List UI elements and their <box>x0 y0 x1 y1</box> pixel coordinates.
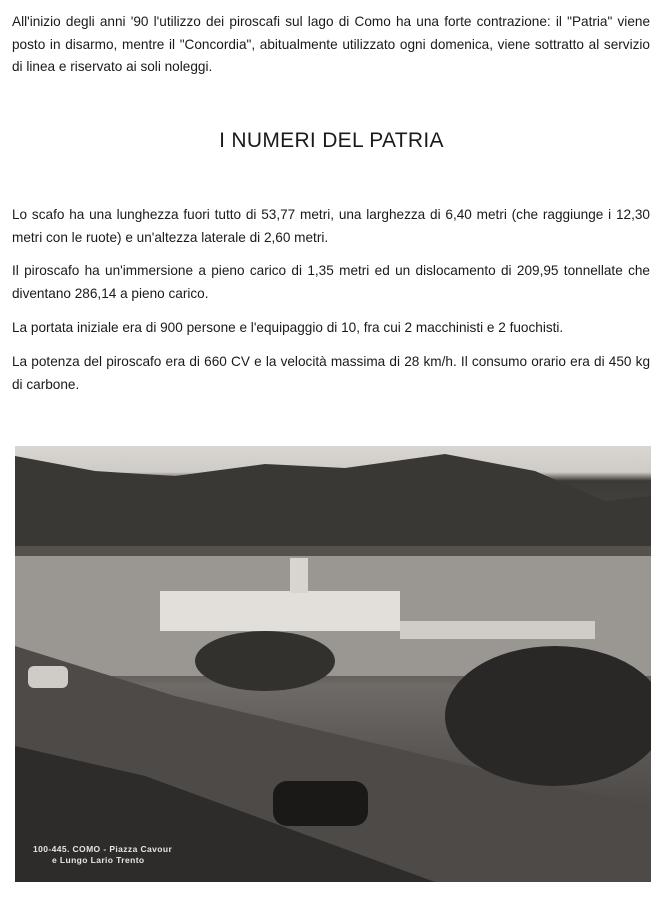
steamboat <box>160 591 400 631</box>
parked-car <box>28 666 68 688</box>
photo-illustration <box>15 446 651 882</box>
section-title: I NUMERI DEL PATRIA <box>219 129 444 152</box>
trees-center <box>195 631 335 691</box>
paragraph-power: La potenza del piroscafo era di 660 CV e la velocità massima di 28 km/h. Il consumo orario era di 450 kg di carbone. <box>12 354 650 392</box>
paragraph-hull: Lo scafo ha una lunghezza fuori tutto di 53,77 metri, una larghezza di 6,40 metri (che raggiunge i 12,30 metri con le ruote) e un'altezza laterale di 2,60 metri. <box>12 207 650 245</box>
shoreline <box>15 546 651 556</box>
steamboat-funnel <box>290 558 308 593</box>
hills <box>15 454 651 556</box>
vintage-car <box>273 781 368 826</box>
caption-line-2: e Lungo Lario Trento <box>52 855 145 865</box>
pier <box>400 621 595 639</box>
photo-caption <box>33 844 172 866</box>
paragraph-capacity: La portata iniziale era di 900 persone e l'equipaggio di 10, fra cui 2 macchinisti e 2 fuochisti. <box>12 320 564 335</box>
intro-paragraph: All'inizio degli anni '90 l'utilizzo dei piroscafi sul lago di Como ha una forte contrazione: il "Patria" viene posto in disarmo, mentre il "Concordia", abitualmente utilizzato ogni domenica, viene sottratto al servizio di linea e riservato ai soli noleggi. <box>12 14 650 74</box>
caption-line-1: 100-445. COMO - Piazza Cavour <box>33 844 173 854</box>
paragraph-displacement: Il piroscafo ha un'immersione a pieno carico di 1,35 metri ed un dislocamento di 209,95 tonnellate che diventano 286,14 a pieno carico. <box>12 263 650 301</box>
historic-photo-como <box>15 446 651 882</box>
